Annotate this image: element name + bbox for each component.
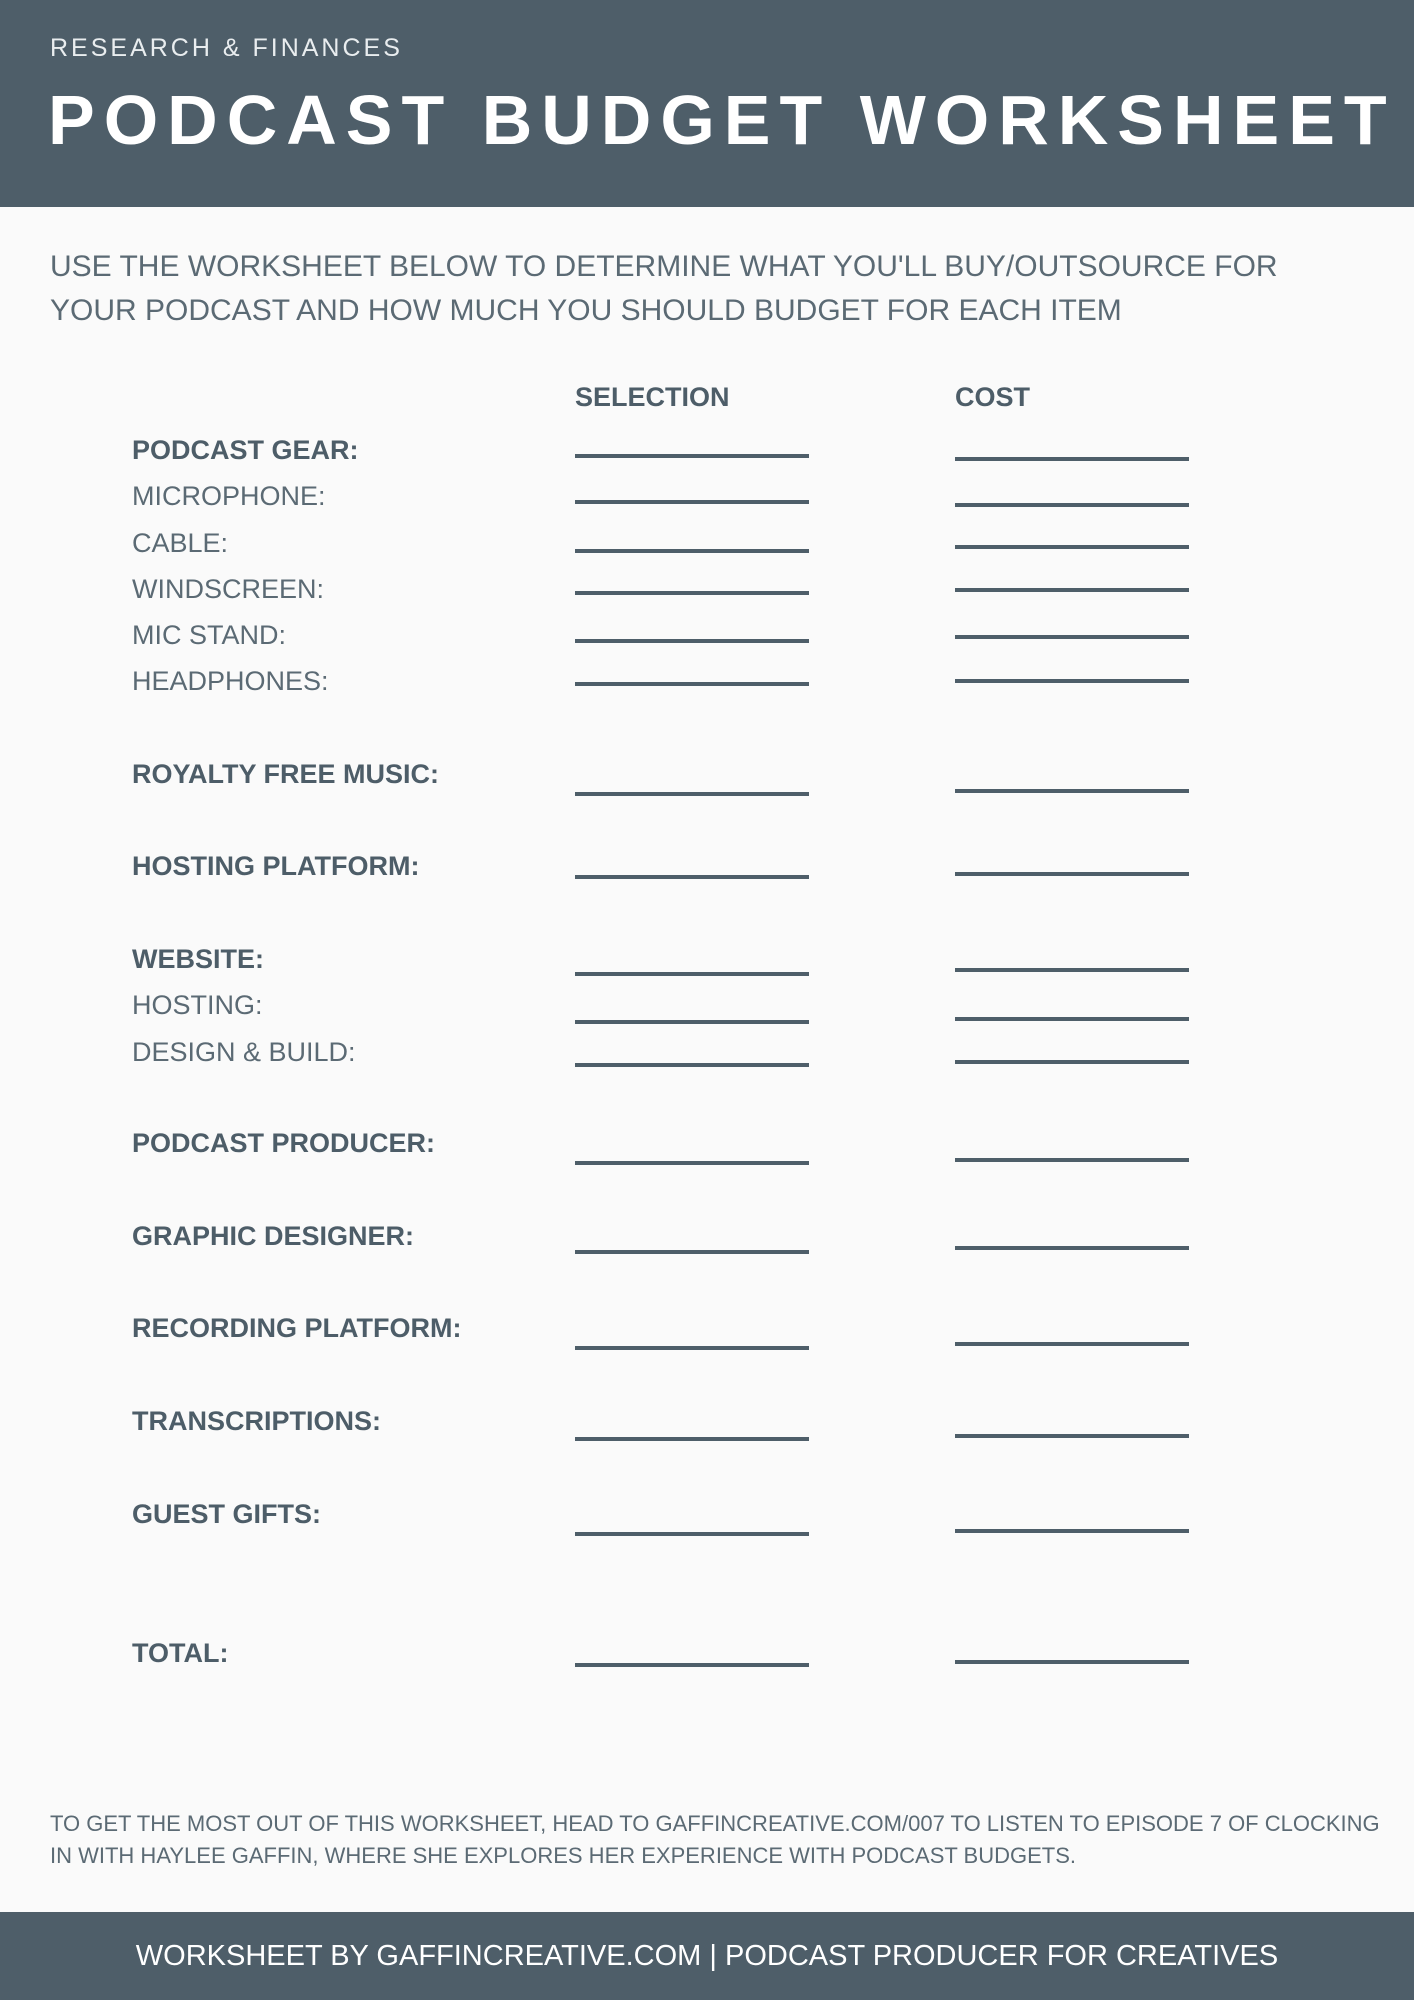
- row-label-guest-gifts: GUEST GIFTS:: [132, 1499, 321, 1529]
- row-label-transcriptions: TRANSCRIPTIONS:: [132, 1406, 381, 1436]
- cost-blank-hosting-platform[interactable]: [955, 872, 1189, 876]
- row-label-hosting-platform: HOSTING PLATFORM:: [132, 851, 420, 881]
- row-label-windscreen: WINDSCREEN:: [132, 574, 325, 604]
- selection-blank-headphones[interactable]: [575, 682, 809, 686]
- selection-blank-windscreen[interactable]: [575, 591, 809, 595]
- selection-blank-design-build[interactable]: [575, 1063, 809, 1067]
- selection-blank-recording-platform[interactable]: [575, 1346, 809, 1350]
- row-label-cable: CABLE:: [132, 528, 229, 558]
- selection-blank-graphic-designer[interactable]: [575, 1250, 809, 1254]
- footer-banner: [0, 1912, 1414, 2000]
- selection-blank-guest-gifts[interactable]: [575, 1532, 809, 1536]
- cost-blank-total[interactable]: [955, 1660, 1189, 1664]
- page-title: PODCAST BUDGET WORKSHEET: [48, 81, 1396, 159]
- row-label-website: WEBSITE:: [132, 944, 264, 974]
- cost-blank-guest-gifts[interactable]: [955, 1529, 1189, 1533]
- selection-blank-website[interactable]: [575, 972, 809, 976]
- row-label-podcast-gear: PODCAST GEAR:: [132, 435, 359, 465]
- cost-blank-website[interactable]: [955, 968, 1189, 972]
- row-label-mic-stand: MIC STAND:: [132, 620, 286, 650]
- footnote-text: TO GET THE MOST OUT OF THIS WORKSHEET, HEAD TO GAFFINCREATIVE.COM/007 TO LISTEN TO EPISODE 7 OF CLOCKING IN WITH HAYLEE GAFFIN, WHERE SHE EXPLORES HER EXPERIENCE WITH PODCAST BUDGETS.: [50, 1811, 1380, 1868]
- intro-text: USE THE WORKSHEET BELOW TO DETERMINE WHAT YOU'LL BUY/OUTSOURCE FOR YOUR PODCAST AND HOW MUCH YOU SHOULD BUDGET FOR EACH ITEM: [50, 250, 1278, 327]
- selection-blank-transcriptions[interactable]: [575, 1437, 809, 1441]
- selection-blank-cable[interactable]: [575, 549, 809, 553]
- row-label-hosting: HOSTING:: [132, 990, 263, 1020]
- cost-blank-cable[interactable]: [955, 545, 1189, 549]
- cost-blank-design-build[interactable]: [955, 1060, 1189, 1064]
- cost-blank-podcast-gear[interactable]: [955, 457, 1189, 461]
- cost-blank-graphic-designer[interactable]: [955, 1246, 1189, 1250]
- cost-blank-headphones[interactable]: [955, 679, 1189, 683]
- selection-blank-royalty-free-music[interactable]: [575, 792, 809, 796]
- row-label-graphic-designer: GRAPHIC DESIGNER:: [132, 1221, 415, 1251]
- row-label-royalty-free-music: ROYALTY FREE MUSIC:: [132, 759, 440, 789]
- selection-blank-total[interactable]: [575, 1663, 809, 1667]
- row-label-recording-platform: RECORDING PLATFORM:: [132, 1313, 462, 1343]
- row-label-microphone: MICROPHONE:: [132, 481, 326, 511]
- selection-blank-podcast-gear[interactable]: [575, 454, 809, 458]
- cost-blank-mic-stand[interactable]: [955, 635, 1189, 639]
- cost-column-header: COST: [955, 382, 1031, 412]
- cost-blank-microphone[interactable]: [955, 503, 1189, 507]
- selection-blank-mic-stand[interactable]: [575, 639, 809, 643]
- selection-blank-microphone[interactable]: [575, 500, 809, 504]
- row-label-total: TOTAL:: [132, 1638, 229, 1668]
- cost-blank-windscreen[interactable]: [955, 588, 1189, 592]
- row-label-podcast-producer: PODCAST PRODUCER:: [132, 1128, 436, 1158]
- cost-blank-royalty-free-music[interactable]: [955, 789, 1189, 793]
- header-banner: [0, 0, 1414, 207]
- cost-blank-hosting[interactable]: [955, 1017, 1189, 1021]
- cost-blank-podcast-producer[interactable]: [955, 1158, 1189, 1162]
- row-label-headphones: HEADPHONES:: [132, 666, 329, 696]
- selection-column-header: SELECTION: [575, 382, 730, 412]
- cost-blank-transcriptions[interactable]: [955, 1434, 1189, 1438]
- selection-blank-hosting-platform[interactable]: [575, 875, 809, 879]
- selection-blank-hosting[interactable]: [575, 1020, 809, 1024]
- selection-blank-podcast-producer[interactable]: [575, 1161, 809, 1165]
- cost-blank-recording-platform[interactable]: [955, 1342, 1189, 1346]
- eyebrow-label: RESEARCH & FINANCES: [50, 34, 403, 62]
- footer-text: WORKSHEET BY GAFFINCREATIVE.COM | PODCAST PRODUCER FOR CREATIVES: [135, 1940, 1279, 1972]
- row-label-design-build: DESIGN & BUILD:: [132, 1037, 356, 1067]
